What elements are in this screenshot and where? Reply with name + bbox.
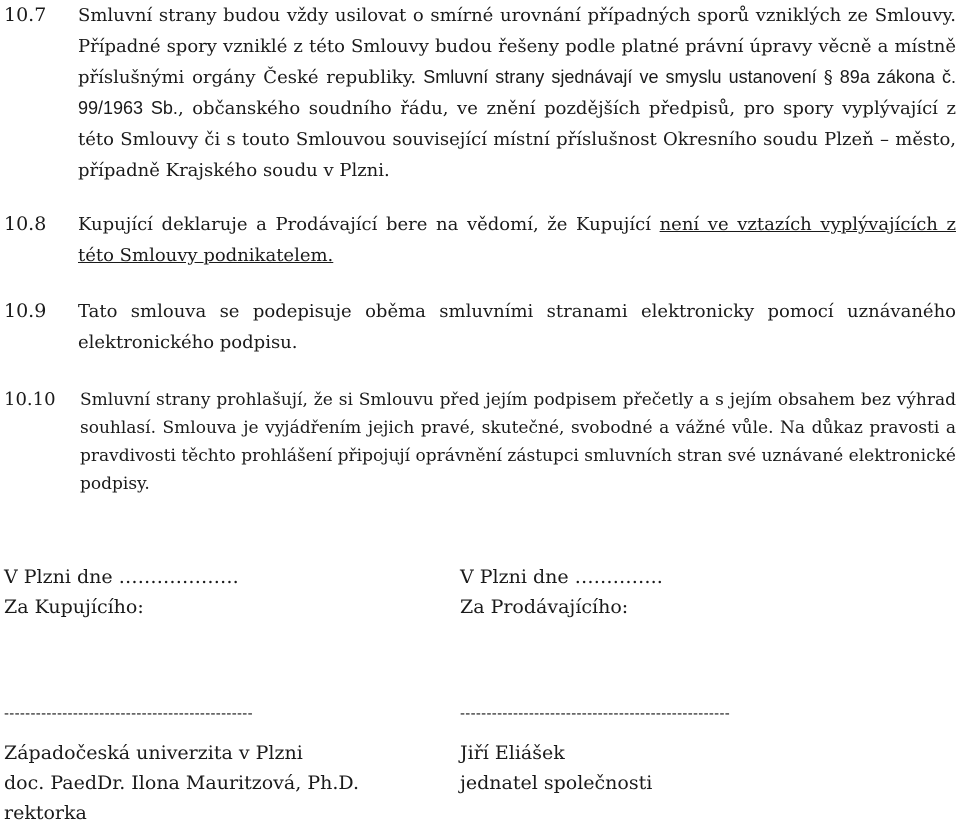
buyer-organization: Západočeská univerzita v Plzni xyxy=(4,742,303,764)
seller-signatory xyxy=(460,738,652,798)
clause-text-part: , občanského soudního řádu, ve znění pozdějších předpisů, pro spory vyplývající z této Smlouvy či s touto Smlouvou související místní příslušnost Okresního soudu Plzeň – město, případně Krajského soudu v Plzni. xyxy=(78,98,956,181)
clause-text-part: Smluvní strany budou vždy usilovat o smírné urovnání případných sporů vzniklých ze Smlouvy. Případné spory vzniklé z této Smlouvy budou řešeny podle platné právní úpravy věcně a místně příslušnými orgány České republiky. xyxy=(78,5,956,88)
clause-text xyxy=(78,0,956,186)
buyer-role: rektorka xyxy=(4,802,87,824)
buyer-signatory xyxy=(4,738,359,828)
buyer-representative: doc. PaedDr. Ilona Mauritzová, Ph.D. xyxy=(4,772,359,794)
clause-number: 10.8 xyxy=(4,213,47,235)
clause-10-7 xyxy=(0,0,960,190)
seller-signature-line: --------------------------------------------------- xyxy=(460,705,731,722)
seller-representative: Jiří Eliášek xyxy=(460,742,565,764)
clause-text-part: 89a zákona č. 99/1963 Sb. xyxy=(78,67,956,118)
underlined-text: není ve vztazích vyplývajících z této Smlouvy podnikatelem. xyxy=(78,214,956,266)
buyer-label: Za Kupujícího: xyxy=(4,596,144,618)
section-sign: § xyxy=(823,67,833,88)
clause-number: 10.7 xyxy=(4,4,47,26)
seller-label: Za Prodávajícího: xyxy=(460,596,629,618)
clause-number: 10.9 xyxy=(4,300,47,322)
buyer-place-date: V Plzni dne ………………. xyxy=(4,566,239,588)
clause-text-part: Kupující deklaruje a Prodávající bere na vědomí, že Kupující xyxy=(78,214,660,235)
clause-text xyxy=(78,209,956,271)
clause-text: Tato smlouva se podepisuje oběma smluvními stranami elektronicky pomocí uznávaného elektronického podpisu. xyxy=(78,301,956,353)
buyer-signature-line: ----------------------------------------------- xyxy=(4,705,253,722)
seller-place-date: V Plzni dne ………….. xyxy=(460,566,663,588)
clause-text-part: Smluvní strany sjednávají ve smyslu ustanovení xyxy=(416,67,824,87)
clause-text: Smluvní strany prohlašují, že si Smlouvu před jejím podpisem přečetly a s jejím obsahem bez výhrad souhlasí. Smlouva je vyjádřením jejich pravé, skutečné, svobodné a vážné vůle. Na důkaz pravosti a pravdivosti těchto prohlášení připojují oprávnění zástupci smluvních stran své uznávané elektronické podpisy. xyxy=(80,390,956,494)
clause-number: 10.10 xyxy=(4,389,56,410)
seller-role: jednatel společnosti xyxy=(460,772,653,794)
